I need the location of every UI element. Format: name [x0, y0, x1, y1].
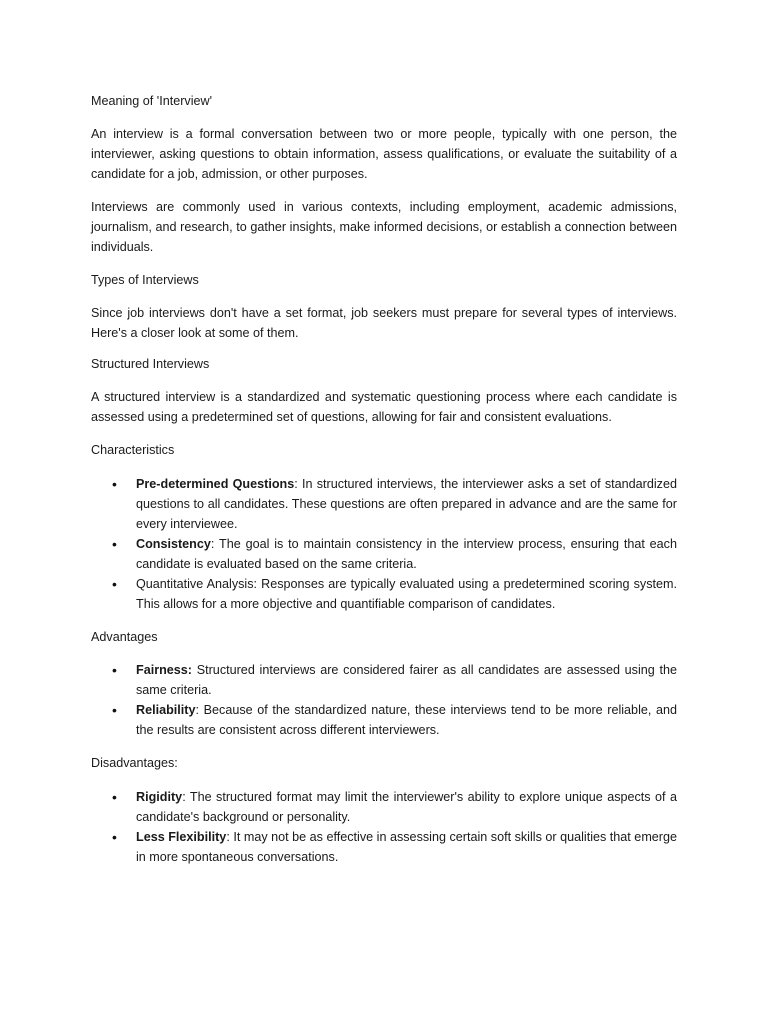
list-item-separator: : — [182, 790, 190, 804]
list-item-separator: : — [195, 703, 204, 717]
heading-advantages: Advantages — [91, 630, 158, 644]
list-item — [91, 660, 677, 700]
list-item-term: Fairness: — [136, 663, 192, 677]
characteristics-list — [91, 474, 677, 614]
list-item-text: The structured format may limit the interviewer's ability to explore unique aspects of a candidate's background or personality. — [136, 790, 677, 824]
disadvantages-list — [91, 787, 677, 867]
list-item-term: Less Flexibility — [136, 830, 227, 844]
list-item — [91, 827, 677, 867]
paragraph-meaning-definition: An interview is a formal conversation between two or more people, typically with one person, the interviewer, asking questions to obtain information, assess qualifications, or evaluate the suitability of a candidate for a job, admission, or other purposes. — [91, 127, 677, 181]
list-item — [91, 574, 677, 614]
list-item-term: Consistency — [136, 537, 211, 551]
list-item-term: Rigidity — [136, 790, 183, 804]
list-item-text: It may not be as effective in assessing certain soft skills or qualities that emerge in more spontaneous conversations. — [136, 830, 678, 864]
heading-meaning: Meaning of 'Interview' — [91, 94, 213, 108]
list-item-term: Reliability — [136, 703, 196, 717]
document-body — [91, 91, 677, 867]
heading-structured: Structured Interviews — [91, 357, 210, 371]
heading-characteristics: Characteristics — [91, 443, 175, 457]
paragraph-structured: A structured interview is a standardized and systematic questioning process where each candidate is assessed using a predetermined set of questions, allowing for fair and consistent evaluations. — [91, 390, 677, 424]
list-item — [91, 534, 677, 574]
paragraph-meaning-contexts: Interviews are commonly used in various contexts, including employment, academic admissions, journalism, and research, to gather insights, make informed decisions, or establish a connection between individuals. — [91, 200, 677, 254]
list-item-term: Pre-determined Questions — [136, 477, 295, 491]
list-item — [91, 700, 677, 740]
advantages-list — [91, 660, 677, 740]
heading-disadvantages: Disadvantages: — [91, 756, 178, 770]
list-item — [91, 474, 677, 534]
heading-types: Types of Interviews — [91, 273, 199, 287]
list-item-text: Quantitative Analysis: Responses are typically evaluated using a predetermined scoring system. This allows for a more objective and quantifiable comparison of candidates. — [136, 577, 677, 611]
list-item — [91, 787, 677, 827]
list-item-text: The goal is to maintain consistency in the interview process, ensuring that each candidate is evaluated based on the same criteria. — [136, 537, 677, 571]
paragraph-types: Since job interviews don't have a set format, job seekers must prepare for several types of interviews. Here's a closer look at some of them. — [91, 306, 677, 340]
list-item-text: Structured interviews are considered fairer as all candidates are assessed using the same criteria. — [136, 663, 677, 697]
list-item-text: In structured interviews, the interviewer asks a set of standardized questions to all candidates. These questions are often prepared in advance and are the same for every interviewee. — [136, 477, 677, 531]
list-item-separator: : — [294, 477, 302, 491]
list-item-text: Because of the standardized nature, these interviews tend to be more reliable, and the results are consistent across different interviewers. — [136, 703, 677, 737]
list-item-separator: : — [226, 830, 234, 844]
list-item-separator: : — [210, 537, 220, 551]
